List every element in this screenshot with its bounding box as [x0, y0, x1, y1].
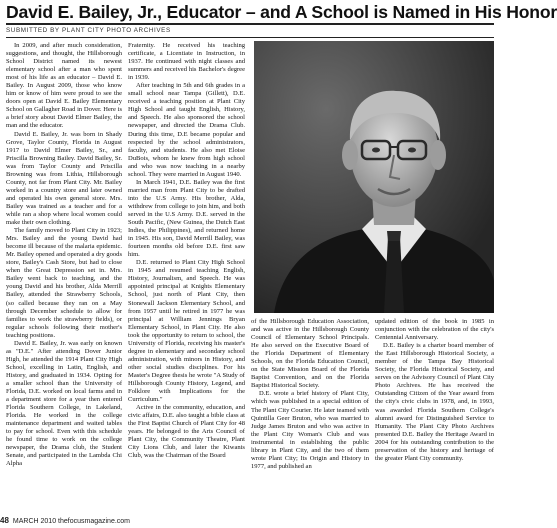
column-3	[251, 318, 369, 514]
paragraph: D.E. Bailey is a charter board member of the East Hillsborough Historical Society, a member of the Tampa Bay Historical Society, the Florida Historical Society, and serves on the Advisory Council of Plant City Photo Archives. He has received the Outstanding Citizen of the Year award from the city's civic clubs in 1978, and, in 1993, was awarded Florida Southern College's alumni award for Distinguished Service to Humanity. The Plant City Photo Archives presented D.E. Bailey the Heritage Award in 2004 for his outstanding contribution to the preservation of the history and heritage of the greater Plant City community.	[375, 342, 494, 462]
footer-text: MARCH 2010 thefocusmagazine.com	[12, 518, 131, 525]
page-number: 48	[0, 516, 9, 525]
page-footer	[0, 516, 130, 525]
paragraph: In 2009, and after much consideration, suggestions, and thought, the Hillsborough School District named its newest elementary school after a man who spent most of his life as an educator – David E. Bailey. In August 2009, those who know him or know of him were proud to see the doors open at David E. Bailey Elementary School on Gallagher Road in Dover. Here is a brief story about David Elmer Bailey, the man and the educator.	[6, 42, 122, 130]
byline-rule	[6, 37, 494, 38]
paragraph: Active in the community, education, and civic affairs, D.E. also taught a bible class at the First Baptist Church of Plant City for 48 years. He belonged to the Arts Council of Plant City, the Community Theatre, Plant City Lions Club, and later the Kiwanis Club, was the Chairman of the Board	[128, 404, 245, 460]
portrait-illustration	[254, 41, 494, 313]
portrait-photo	[254, 41, 494, 313]
paragraph: updated edition of the book in 1985 in conjunction with the celebration of the city's Centennial Anniversary.	[375, 318, 494, 342]
paragraph: David E. Bailey, Jr. was born in Shady Grove, Taylor County, Florida in August 1917 to David Elmer Bailey, Sr., and Priscilla Browning Bailey. David Bailey, Sr. was from Taylor County and Priscilla Browning was from Lithia, Hillsborough County, not far from Plant City. Mr. Bailey worked in a country store and later owned and operated his own general store. Mrs. Bailey was trained as a teacher and for a while ran a shop where local women could make their own clothing.	[6, 130, 122, 227]
title-rule	[6, 23, 494, 25]
paragraph: D.E. returned to Plant City High School in 1945 and resumed teaching English, History, Journalism, and Speech. He was appointed principal at Knights Elementary School, just north of Plant City, then Stonewall Jackson Elementary School, and from 1957 until he retired in 1977 he was principal at William Jennings Bryan Elementary School, in Plant City. He also took the opportunity to return to school, the University of Florida, receiving his master's degree in elementary and secondary school administration, with minors in History, and other social studies disciplines. For his Master's Degree thesis he wrote "A Study of Hillsborough County History, Legend, and Folklore with Implications for the Curriculum."	[128, 259, 245, 404]
paragraph: After teaching in 5th and 6th grades in a small school near Tampa (Gillett), D.E. received a teaching position at Plant City High School and taught English, History, and Speech. He also sponsored the school newspaper, and directed the Drama Club. During this time, D.E became popular and respected by the school administrators, faculty, and students. He also met Eloise DuBois, whom he knew from high school and who was now teaching in a nearby school. They were married in August 1940.	[128, 82, 245, 178]
paragraph: David E. Bailey, Jr. was early on known as "D.E." After attending Dover Junior High, he attended the 1914 Plant City High School, excelling in Latin, English, and History, and graduated in 1934. Opting for a smaller school than the University of Florida, D.E. worked on local farms and in a department store for a year then entered Florida Southern College, in Lakeland, Florida. He worked in the college maintenance department and waited tables to pay for school. Even with this schedule he found time to work on the college newspaper, the Drama club, the Student Senate, and participated in the Lambda Chi Alpha	[6, 339, 122, 468]
paragraph: of the Hillsborough Education Association, and was active in the Hillsborough County Council of Elementary School Principals. He also served on the Executive Board of the Florida Department of Elementary Schools, on the Florida Education Council, on the State Mission Board of the Florida Baptist Convention, and on the Florida Baptist Historical Society.	[251, 318, 369, 390]
paragraph: D.E. wrote a brief history of Plant City, which was published in a special edition of The Plant City Courier. He later teamed with Quintilla Geer Bruton, who was married to Judge James Bruton and who was active in the Plant City Woman's Club and was instrumental in establishing the public library in Plant City, and the two of them wrote Plant City; Its Origin and History in 1977, and published an	[251, 390, 369, 470]
byline: SUBMITTED BY PLANT CITY PHOTO ARCHIVES	[6, 27, 171, 34]
article-title: David E. Bailey, Jr., Educator – and A School is Named in His Honor	[6, 2, 557, 22]
paragraph: The family moved to Plant City in 1923; Mrs. Bailey and the young David had become ill because of the malaria epidemic. Mr. Bailey opened and operated a dry goods store, Bailey's Cash Store, but had to close when the Great Depression set in. Mrs. Bailey went back to teaching, and the young David and his brother, Alda Merrill Bailey, attended the Strawberry Schools, (so called because they ran on a May through December schedule to allow for families to work the strawberry fields), or regular schools following their mother's teaching positions.	[6, 227, 122, 339]
column-1	[6, 42, 122, 514]
column-4	[375, 318, 494, 514]
paragraph: Fraternity. He received his teaching certificate, a Licentiate in Instruction, in 1937. He continued with night classes and summers and received his Bachelor's degree in 1939.	[128, 42, 245, 82]
column-2	[128, 42, 245, 514]
paragraph: In March 1941, D.E. Bailey was the first married man from Plant City to be drafted into the U.S Army. His brother, Alda, withdrew from college to join him, and both served in the U.S Army. D.E. served in the South Pacific, (New Guinea, the Dutch East Indies, the Philippines), and returned home in 1945. His son, David Merrill Bailey, was fourteen months old before D.E. first saw him.	[128, 178, 245, 259]
